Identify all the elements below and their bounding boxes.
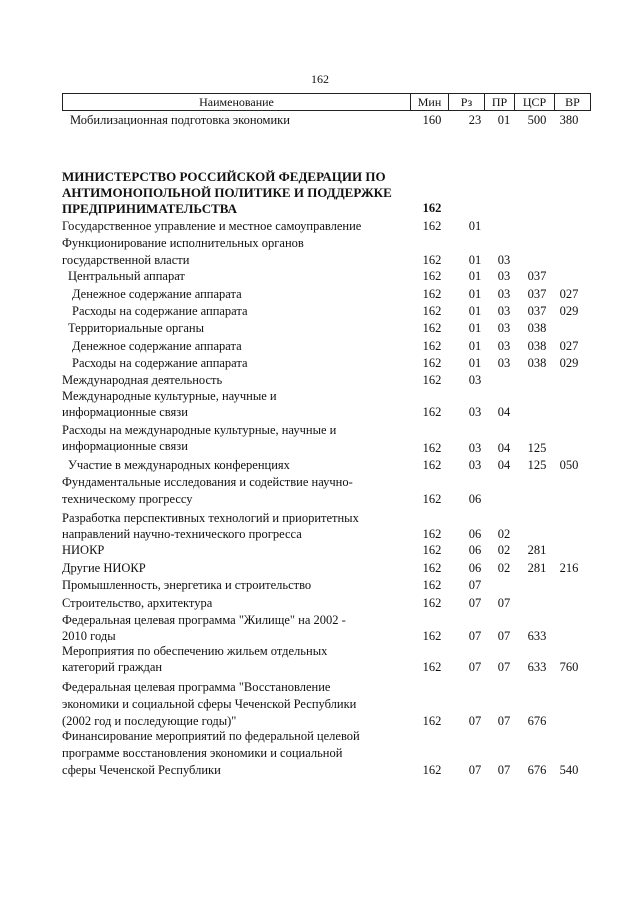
row-rz-code: 03 xyxy=(468,441,482,455)
row-csr-code: 676 xyxy=(527,763,547,777)
row-min-code: 162 xyxy=(422,441,442,455)
row-min-code: 162 xyxy=(422,321,442,335)
row-rz-code: 01 xyxy=(468,269,482,283)
row-pr-code: 02 xyxy=(497,527,511,541)
row-name-line: Функционирование исполнительных органов xyxy=(62,236,304,250)
row-rz-code: 06 xyxy=(468,492,482,506)
row-rz-code: 07 xyxy=(468,578,482,592)
row-pr-code: 01 xyxy=(497,113,511,127)
row-min-code: 162 xyxy=(422,304,442,318)
row-name-line: Расходы на международные культурные, научные и xyxy=(62,423,337,437)
row-name-line: Фундаментальные исследования и содействие научно- xyxy=(62,475,353,489)
row-min-code: 162 xyxy=(422,219,442,233)
row-csr-code: 281 xyxy=(527,561,547,575)
row-csr-code: 038 xyxy=(527,321,547,335)
table-row xyxy=(0,355,640,373)
row-name-line: категорий граждан xyxy=(62,660,163,674)
table-row xyxy=(0,286,640,304)
row-name-line: Мероприятия по обеспечению жильем отдельных xyxy=(62,644,328,658)
row-rz-code: 06 xyxy=(468,543,482,557)
row-name-line: НИОКР xyxy=(62,543,105,557)
row-rz-code: 01 xyxy=(468,356,482,370)
row-min-code: 162 xyxy=(422,373,442,387)
row-rz-code: 23 xyxy=(468,113,482,127)
row-pr-code: 07 xyxy=(497,763,511,777)
row-min-code: 162 xyxy=(422,578,442,592)
row-name-line: МИНИСТЕРСТВО РОССИЙСКОЙ ФЕДЕРАЦИИ ПО xyxy=(62,169,386,184)
row-name-line: Мобилизационная подготовка экономики xyxy=(70,113,290,127)
table-row xyxy=(0,303,640,321)
row-rz-code: 01 xyxy=(468,253,482,267)
row-name-line: Участие в международных конференциях xyxy=(68,458,290,472)
row-csr-code: 125 xyxy=(527,458,547,472)
row-vr-code: 050 xyxy=(559,458,579,472)
table-row xyxy=(0,388,640,419)
row-csr-code: 500 xyxy=(527,113,547,127)
row-pr-code: 03 xyxy=(497,339,511,353)
row-name-line: сферы Чеченской Республики xyxy=(62,763,221,777)
row-rz-code: 03 xyxy=(468,405,482,419)
table-row xyxy=(0,542,640,560)
row-min-code: 162 xyxy=(422,763,442,777)
row-name-line: Международные культурные, научные и xyxy=(62,389,277,403)
table-row xyxy=(0,168,640,216)
row-pr-code: 03 xyxy=(497,269,511,283)
row-csr-code: 037 xyxy=(527,287,547,301)
page-number: 162 xyxy=(311,72,329,86)
row-name-line: Расходы на содержание аппарата xyxy=(72,356,248,370)
table-row xyxy=(0,474,640,506)
header-rz: Рз xyxy=(449,94,485,110)
row-min-code: 162 xyxy=(422,253,442,267)
row-name-line: техническому прогрессу xyxy=(62,492,193,506)
row-csr-code: 037 xyxy=(527,304,547,318)
header-vr: ВР xyxy=(555,94,591,110)
row-min-code: 162 xyxy=(422,458,442,472)
table-header xyxy=(62,93,591,111)
row-vr-code: 029 xyxy=(559,304,579,318)
row-name-line: Другие НИОКР xyxy=(62,561,146,575)
row-min-code: 162 xyxy=(422,629,442,643)
row-name-line: Центральный аппарат xyxy=(68,269,185,283)
header-name: Наименование xyxy=(63,94,411,110)
row-vr-code: 027 xyxy=(559,287,579,301)
row-csr-code: 633 xyxy=(527,660,547,674)
table-row xyxy=(0,643,640,674)
row-min-code: 162 xyxy=(422,561,442,575)
table-row xyxy=(0,728,640,777)
row-name-line: (2002 год и последующие годы)" xyxy=(62,714,237,728)
row-pr-code: 07 xyxy=(497,596,511,610)
row-name-line: ПРЕДПРИНИМАТЕЛЬСТВА xyxy=(62,201,237,216)
row-csr-code: 038 xyxy=(527,356,547,370)
row-pr-code: 04 xyxy=(497,441,511,455)
row-vr-code: 540 xyxy=(559,763,579,777)
row-pr-code: 03 xyxy=(497,321,511,335)
row-vr-code: 760 xyxy=(559,660,579,674)
table-row xyxy=(0,235,640,267)
row-name-line: Денежное содержание аппарата xyxy=(72,339,242,353)
row-min-code: 162 xyxy=(422,714,442,728)
row-rz-code: 03 xyxy=(468,373,482,387)
row-name-line: программе восстановления экономики и социальной xyxy=(62,746,343,760)
header-csr: ЦСР xyxy=(515,94,555,110)
row-name-line: государственной власти xyxy=(62,253,190,267)
row-min-code: 162 xyxy=(422,287,442,301)
row-min-code: 162 xyxy=(422,543,442,557)
row-name-line: Финансирование мероприятий по федеральной целевой xyxy=(62,729,360,743)
row-name-line: Строительство, архитектура xyxy=(62,596,213,610)
row-name-line: Международная деятельность xyxy=(62,373,223,387)
row-pr-code: 02 xyxy=(497,561,511,575)
row-name-line: АНТИМОНОПОЛЬНОЙ ПОЛИТИКЕ И ПОДДЕРЖКЕ xyxy=(62,185,392,200)
row-rz-code: 03 xyxy=(468,458,482,472)
table-row xyxy=(0,595,640,613)
table-row xyxy=(0,320,640,338)
row-min-code: 162 xyxy=(422,405,442,419)
table-row xyxy=(0,112,640,130)
row-pr-code: 04 xyxy=(497,405,511,419)
row-name-line: экономики и социальной сферы Чеченской Республики xyxy=(62,697,357,711)
header-pr: ПР xyxy=(485,94,515,110)
row-vr-code: 216 xyxy=(559,561,579,575)
row-pr-code: 03 xyxy=(497,287,511,301)
row-name-line: Расходы на содержание аппарата xyxy=(72,304,248,318)
row-name-line: Федеральная целевая программа "Жилище" на 2002 - xyxy=(62,613,346,627)
row-vr-code: 027 xyxy=(559,339,579,353)
row-rz-code: 07 xyxy=(468,629,482,643)
row-pr-code: 07 xyxy=(497,660,511,674)
row-rz-code: 07 xyxy=(468,660,482,674)
row-min-code: 162 xyxy=(422,527,442,541)
table-row xyxy=(0,218,640,236)
row-name-line: Разработка перспективных технологий и приоритетных xyxy=(62,511,359,525)
row-pr-code: 02 xyxy=(497,543,511,557)
row-min-code: 162 xyxy=(422,339,442,353)
table-row xyxy=(0,422,640,455)
row-name-line: Государственное управление и местное самоуправление xyxy=(62,219,362,233)
table-row xyxy=(0,268,640,286)
row-rz-code: 07 xyxy=(468,714,482,728)
row-min-code: 162 xyxy=(422,356,442,370)
table-row xyxy=(0,338,640,356)
row-pr-code: 03 xyxy=(497,356,511,370)
row-min-code: 162 xyxy=(422,269,442,283)
row-rz-code: 06 xyxy=(468,527,482,541)
table-row xyxy=(0,612,640,643)
table-row xyxy=(0,560,640,578)
row-rz-code: 06 xyxy=(468,561,482,575)
row-min-code: 162 xyxy=(422,596,442,610)
row-name-line: информационные связи xyxy=(62,439,188,453)
row-rz-code: 01 xyxy=(468,287,482,301)
row-vr-code: 380 xyxy=(559,113,579,127)
row-csr-code: 038 xyxy=(527,339,547,353)
row-pr-code: 03 xyxy=(497,253,511,267)
row-csr-code: 633 xyxy=(527,629,547,643)
row-rz-code: 01 xyxy=(468,219,482,233)
row-pr-code: 07 xyxy=(497,629,511,643)
row-name-line: информационные связи xyxy=(62,405,188,419)
row-csr-code: 676 xyxy=(527,714,547,728)
row-min-code: 162 xyxy=(422,201,442,215)
row-rz-code: 01 xyxy=(468,321,482,335)
row-pr-code: 07 xyxy=(497,714,511,728)
table-row xyxy=(0,577,640,595)
row-name-line: Денежное содержание аппарата xyxy=(72,287,242,301)
row-vr-code: 029 xyxy=(559,356,579,370)
row-min-code: 160 xyxy=(422,113,442,127)
row-name-line: 2010 годы xyxy=(62,629,116,643)
row-rz-code: 01 xyxy=(468,304,482,318)
row-pr-code: 03 xyxy=(497,304,511,318)
row-name-line: Федеральная целевая программа "Восстановление xyxy=(62,680,331,694)
row-rz-code: 07 xyxy=(468,763,482,777)
row-name-line: Территориальные органы xyxy=(68,321,205,335)
table-row xyxy=(0,457,640,475)
table-row xyxy=(0,510,640,541)
row-min-code: 162 xyxy=(422,660,442,674)
row-name-line: Промышленность, энергетика и строительство xyxy=(62,578,312,592)
row-rz-code: 01 xyxy=(468,339,482,353)
table-row xyxy=(0,679,640,728)
row-rz-code: 07 xyxy=(468,596,482,610)
row-name-line: направлений научно-технического прогресса xyxy=(62,527,302,541)
header-min: Мин xyxy=(411,94,449,110)
row-csr-code: 125 xyxy=(527,441,547,455)
row-csr-code: 281 xyxy=(527,543,547,557)
row-csr-code: 037 xyxy=(527,269,547,283)
row-min-code: 162 xyxy=(422,492,442,506)
row-pr-code: 04 xyxy=(497,458,511,472)
